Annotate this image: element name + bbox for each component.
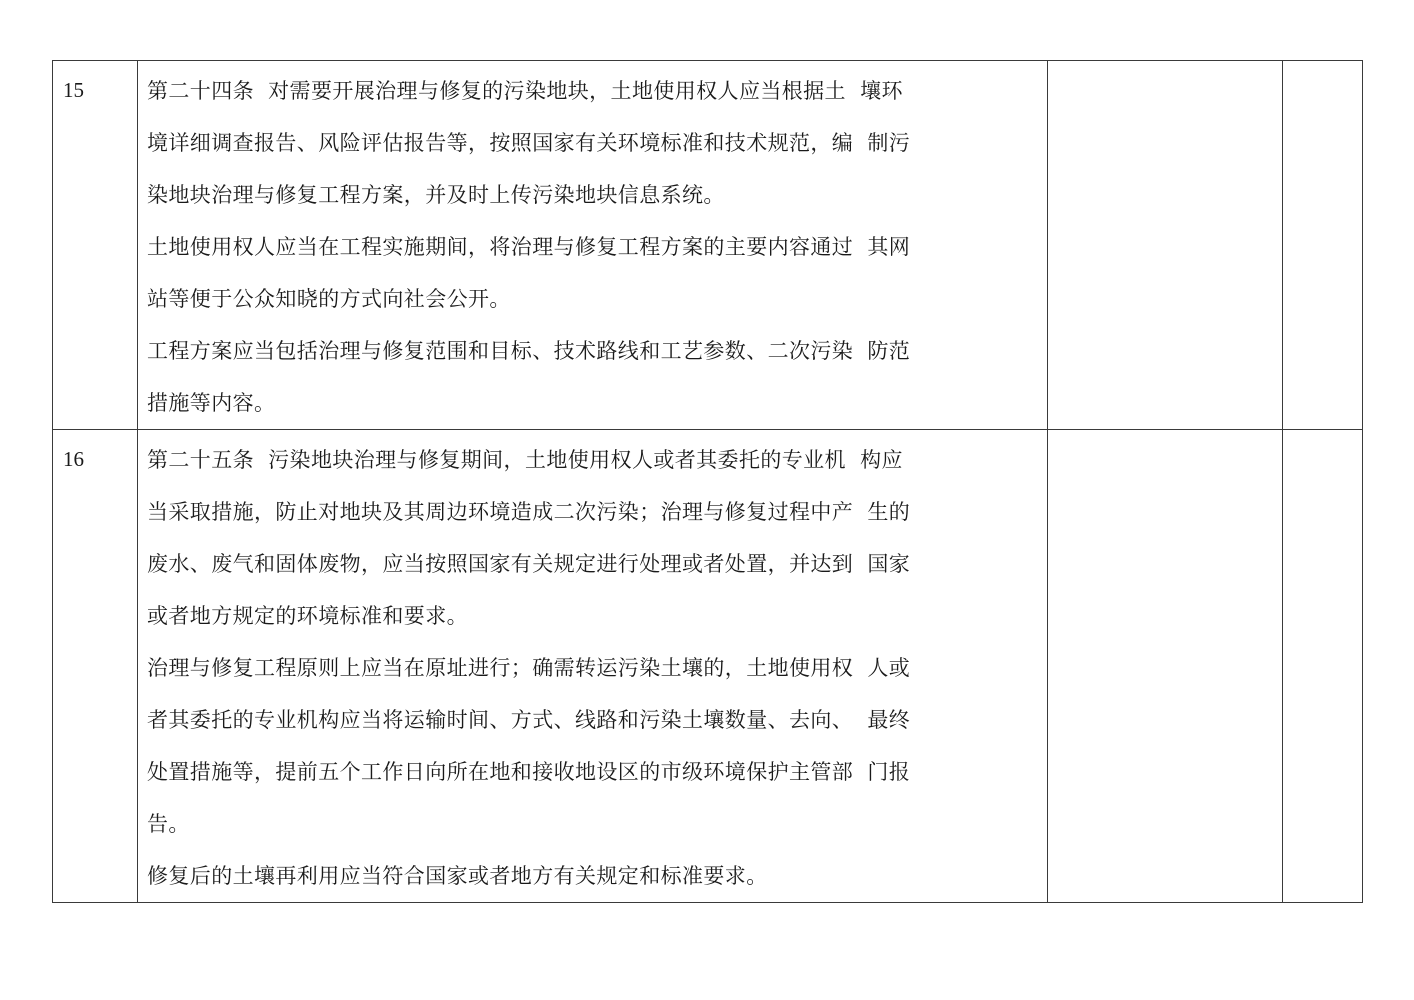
regulation-table: [52, 60, 1363, 903]
clause-paragraph: 第二十四条 对需要开展治理与修复的污染地块，土地使用权人应当根据土 壤环 境详细调查报告、风险评估报告等，按照国家有关环境标准和技术规范，编 制污 染地块治理与修复工程方案，并及时上传污染地块信息系统。: [147, 79, 911, 207]
clause-paragraph: 土地使用权人应当在工程实施期间，将治理与修复工程方案的主要内容通过 其网 站等便于公众知晓的方式向社会公开。: [147, 235, 911, 311]
row-number-cell: [53, 61, 138, 430]
row-number: 16: [63, 447, 84, 471]
row-number: 15: [63, 78, 84, 102]
table-row: [53, 61, 1363, 430]
empty-cell: [1283, 430, 1363, 903]
clause-paragraph: 治理与修复工程原则上应当在原址进行；确需转运污染土壤的，土地使用权 人或 者其委托的专业机构应当将运输时间、方式、线路和污染土壤数量、去向、 最终 处置措施等，提前五个工作日向所在地和接收地设区的市级环境保护主管部 门报 告。: [147, 656, 911, 836]
clause-text-cell: [138, 61, 1048, 430]
clause-paragraph: 第二十五条 污染地块治理与修复期间，土地使用权人或者其委托的专业机 构应 当采取措施，防止对地块及其周边环境造成二次污染；治理与修复过程中产 生的 废水、废气和固体废物，应当按照国家有关规定进行处理或者处置，并达到 国家 或者地方规定的环境标准和要求。: [147, 448, 911, 628]
table-row: [53, 430, 1363, 903]
clause-text-cell: [138, 430, 1048, 903]
clause-paragraph: 工程方案应当包括治理与修复范围和目标、技术路线和工艺参数、二次污染 防范 措施等内容。: [147, 339, 911, 415]
empty-cell: [1283, 61, 1363, 430]
row-number-cell: [53, 430, 138, 903]
empty-cell: [1048, 430, 1283, 903]
clause-paragraph: 修复后的土壤再利用应当符合国家或者地方有关规定和标准要求。: [147, 864, 768, 888]
empty-cell: [1048, 61, 1283, 430]
